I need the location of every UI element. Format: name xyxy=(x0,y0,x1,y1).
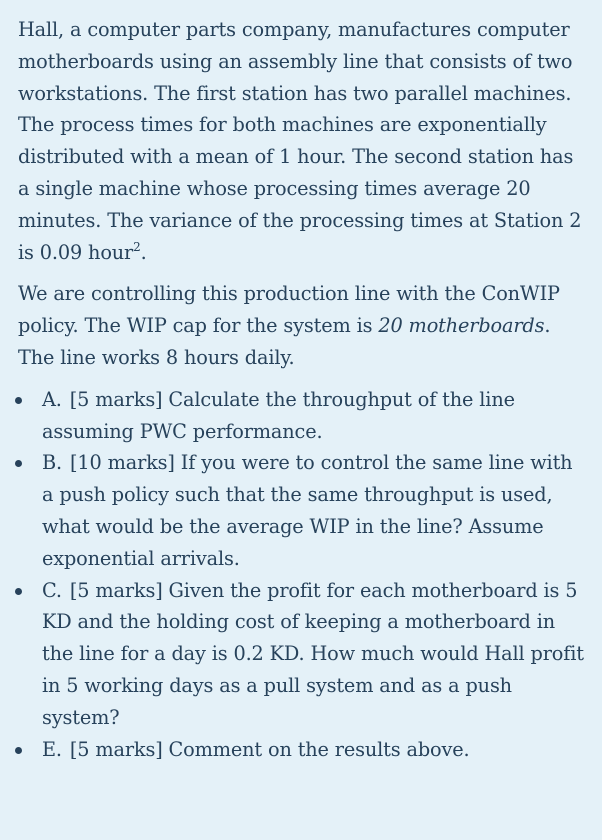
policy-text-before: We are controlling this production line with the ConWIP policy. The WIP cap for the system is xyxy=(18,282,560,338)
bullet-icon xyxy=(15,397,22,404)
question-text: [5 marks] Given the profit for each motherboard is 5 KD and the holding cost of keeping a motherboard in the line for a day is 0.2 KD. How much would Hall profit in 5 working days as a pull system and as a push system? xyxy=(42,578,584,729)
intro-text: Hall, a computer parts company, manufactures computer motherboards using an assembly line that consists of two workstations. The first station has two parallel machines. The process times for both machines are exponentially distributed with a mean of 1 hour. The second station has a single machine whose processing times average 20 minutes. The variance of the processing times at Station 2 is 0.09 hour xyxy=(18,18,582,264)
bullet-icon xyxy=(15,747,22,754)
question-text: [10 marks] If you were to control the same line with a push policy such that the same throughput is used, what would be the average WIP in the line? Assume exponential arrivals. xyxy=(42,451,573,570)
policy-italic: 20 motherboards xyxy=(378,314,545,338)
intro-paragraph xyxy=(18,14,584,268)
bullet-icon xyxy=(15,588,22,595)
policy-paragraph xyxy=(18,278,584,373)
intro-end: . xyxy=(140,240,147,264)
bullet-icon xyxy=(15,460,22,467)
question-label: C. xyxy=(42,578,62,602)
question-item-a xyxy=(18,384,584,448)
question-label: E. xyxy=(42,737,62,761)
question-text: [5 marks] Calculate the throughput of the line assuming PWC performance. xyxy=(42,387,515,443)
question-label: A. xyxy=(42,387,62,411)
intro-superscript: 2 xyxy=(133,239,141,254)
question-item-b xyxy=(18,447,584,574)
question-item-e xyxy=(18,734,584,766)
policy-text-after: . The line works 8 hours daily. xyxy=(18,314,551,369)
question-list xyxy=(18,384,584,766)
question-text: [5 marks] Comment on the results above. xyxy=(69,737,470,761)
question-label: B. xyxy=(42,451,62,475)
question-item-c xyxy=(18,575,584,734)
